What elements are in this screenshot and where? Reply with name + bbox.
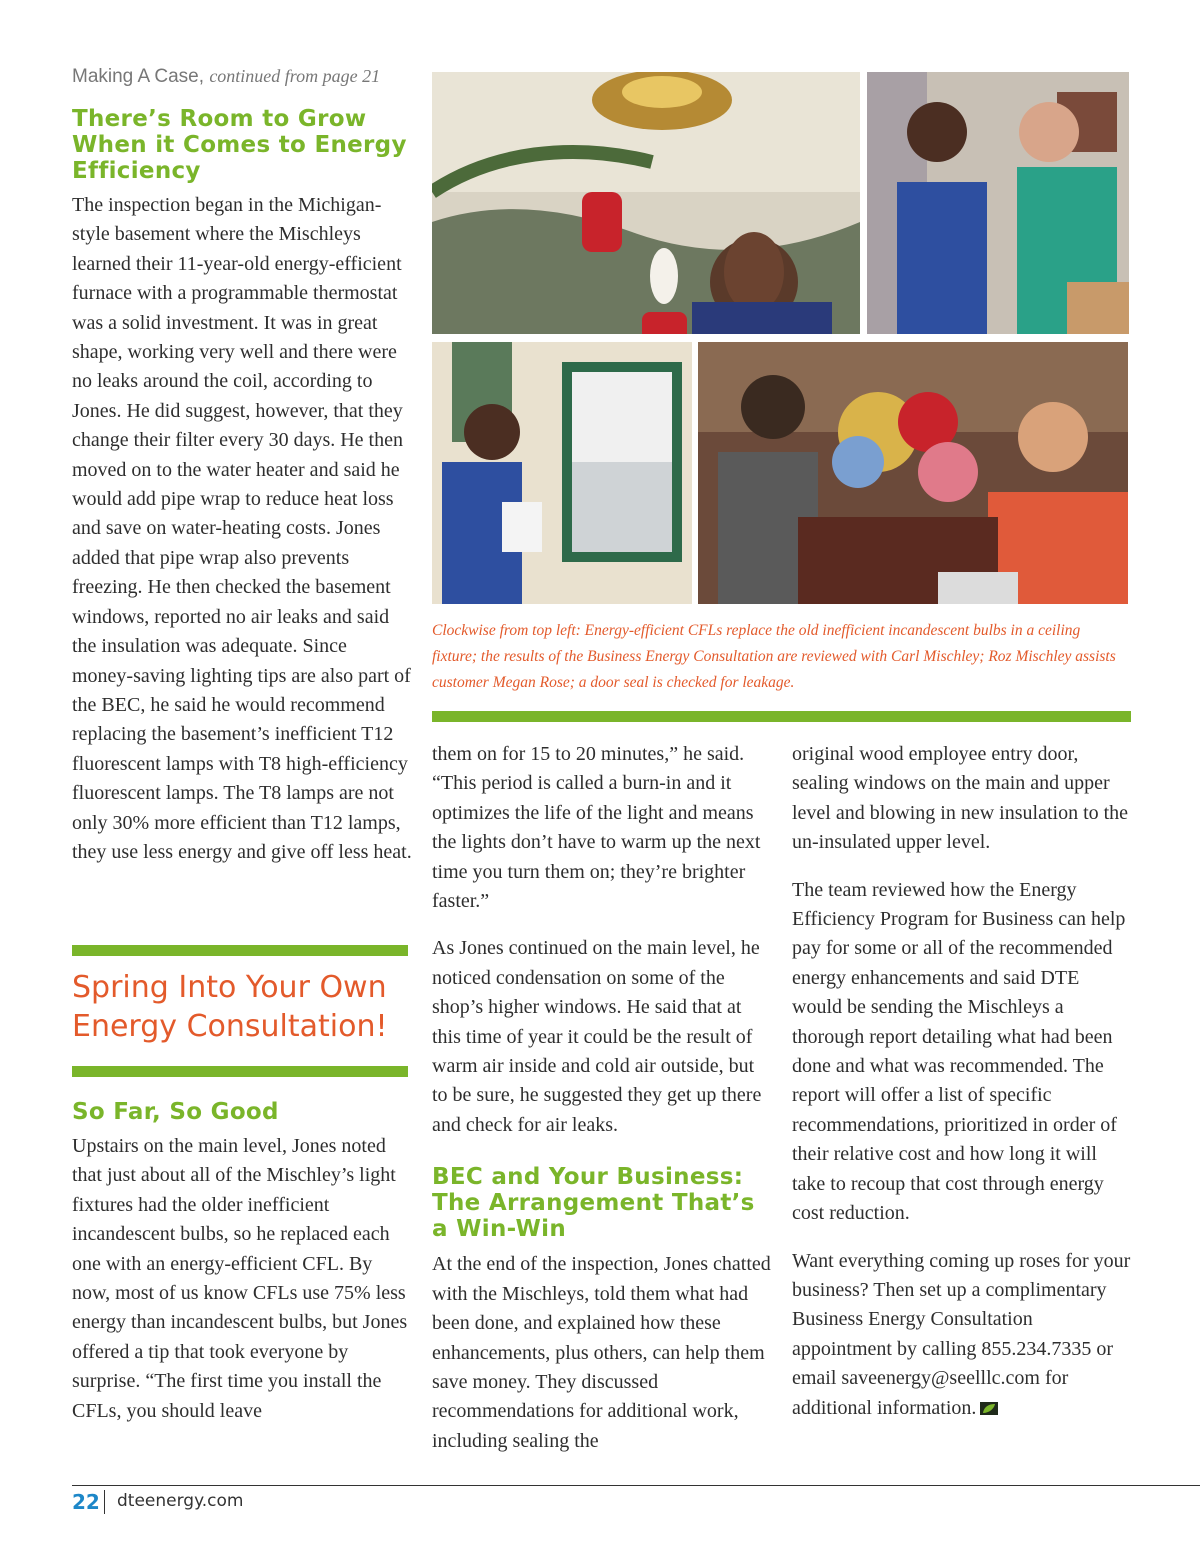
photo-door-seal-check bbox=[432, 342, 692, 604]
section-heading-so-far: So Far, So Good bbox=[72, 1099, 279, 1125]
footer-website: dteenergy.com bbox=[117, 1491, 244, 1511]
left-column bbox=[72, 106, 412, 867]
footer-rule bbox=[72, 1485, 1200, 1486]
photo-consultation-review bbox=[867, 72, 1129, 334]
page-number: 22 bbox=[72, 1490, 100, 1514]
left-column-lower bbox=[72, 1099, 412, 1426]
section-heading-bec: BEC and Your Business: The Arrangement That’s a Win-Win bbox=[432, 1164, 755, 1243]
continued-kicker bbox=[72, 66, 380, 88]
right-column bbox=[792, 740, 1132, 1423]
body-paragraph: them on for 15 to 20 minutes,” he said. “This period is called a burn-in and it optimizes the life of the light and means the lights don’t have to warm up the next time you turn them on; they’re brighter faster.” bbox=[432, 743, 761, 913]
photo-ceiling-fixture bbox=[432, 72, 860, 334]
footer-separator bbox=[104, 1490, 105, 1514]
body-paragraph: At the end of the inspection, Jones chatted with the Mischleys, told them what had been done, and explained how these enhancements, plus others, can help them save money. They discussed recommendations for additional work, including sealing the bbox=[432, 1253, 771, 1452]
green-divider bbox=[72, 1066, 408, 1077]
section-heading-room-to-grow: There’s Room to Grow When it Comes to Energy Efficiency bbox=[72, 106, 407, 184]
body-paragraph: As Jones continued on the main level, he noticed condensation on some of the shop’s higher windows. He said that at this time of year it could be the result of warm air inside and cold air outside, but to be sure, he suggested they get up there and check for air leaks. bbox=[432, 937, 762, 1136]
green-divider bbox=[432, 711, 1131, 722]
closing-paragraph bbox=[792, 1247, 1132, 1423]
continued-note: continued from page 21 bbox=[209, 66, 381, 86]
photo-flower-shop-counter bbox=[698, 342, 1128, 604]
middle-column bbox=[432, 740, 772, 1456]
section-name: Making A Case, bbox=[72, 66, 205, 87]
body-paragraph: The team reviewed how the Energy Efficiency Program for Business can help pay for some or all of the recommended energy enhancements and said DTE would be sending the Mischleys a thorough report detailing what had been done and what was recommended. The report will offer a list of specific recommendations, prioritized in order of their relative cost and how long it will take to recoup that cost through energy cost reduction. bbox=[792, 878, 1126, 1225]
leaf-end-mark-icon bbox=[980, 1395, 998, 1408]
callout-heading: Spring Into Your Own Energy Consultation! bbox=[72, 970, 388, 1044]
contact-text: Want everything coming up roses for your business? Then set up a complimentary Business Energy Consultation appointment by calling 855.234.7335 or email saveenergy@seelllc.com for additional information. bbox=[792, 1249, 1131, 1419]
body-paragraph: Upstairs on the main level, Jones noted that just about all of the Mischley’s light fixtures had the older inefficient incandescent bulbs, so he replaced each one with an energy-efficient CFL. By now, most of us know CFLs use 75% less energy than incandescent bulbs, but Jones offered a tip that took everyone by surprise. “The first time you install the CFLs, you should leave bbox=[72, 1135, 408, 1422]
body-paragraph: original wood employee entry door, sealing windows on the main and upper level and blowing in new insulation to the un-insulated upper level. bbox=[792, 743, 1129, 854]
green-divider bbox=[72, 945, 408, 956]
body-paragraph: The inspection began in the Michigan-style basement where the Mischleys learned their 11-year-old energy-efficient furnace with a programmable thermostat was a solid investment. It was in great shape, working very well and there were no leaks around the coil, according to Jones. He did suggest, however, that they change their filter every 30 days. He then moved on to the water heater and said he would add pipe wrap to reduce heat loss and save on water-heating costs. Jones added that pipe wrap also prevents freezing. He then checked the basement windows, reported no air leaks and said the insulation was adequate. Since money-saving lighting tips are also part of the BEC, he said he would recommend replacing the basement’s inefficient T12 fluorescent lamps with T8 high-efficiency fluorescent lamps. The T8 lamps are not only 30% more efficient than T12 lamps, they use less energy and give off less heat. bbox=[72, 194, 412, 863]
photo-caption: Clockwise from top left: Energy-efficient CFLs replace the old inefficient incandescent bulbs in a ceiling fixture; the results of the Business Energy Consultation are reviewed with Carl Mischley; Roz Mischley assists customer Megan Rose; a door seal is checked for leakage. bbox=[432, 622, 1116, 691]
